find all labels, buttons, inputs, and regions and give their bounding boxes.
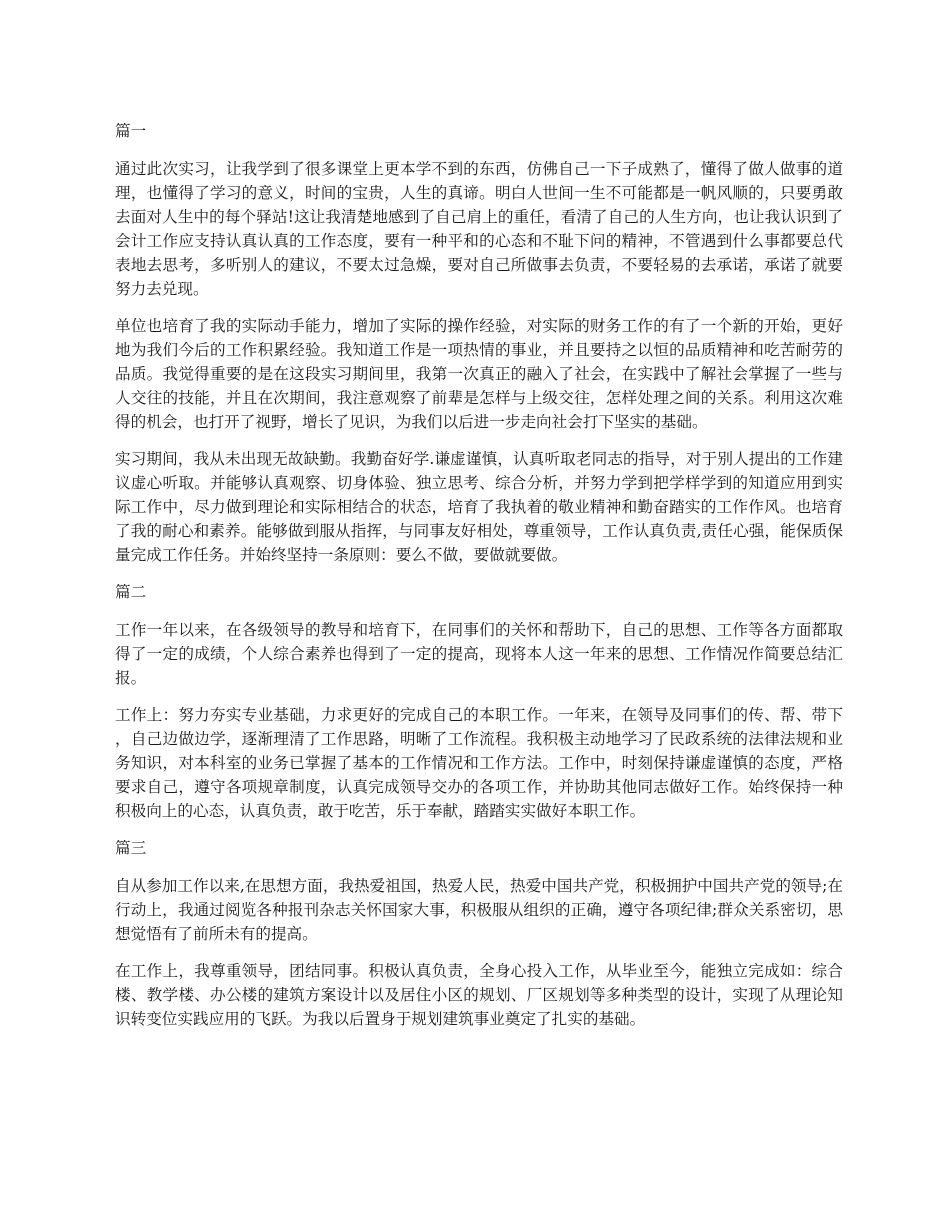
paragraph: 工作上：努力夯实专业基础，力求更好的完成自己的本职工作。一年来，在领导及同事们的传、帮、带下，自己边做边学，逐渐理清了工作思路，明晰了工作流程。我积极主动地学习了民政系统的法律法规和业务知识，对本科室的业务已掌握了基本的工作情况和工作方法。工作中，时刻保持谦虚谨慎的态度，严格要求自己，遵守各项规章制度，认真完成领导交办的各项工作，并协助其他同志做好工作。始终保持一种积极向上的心态，认真负责，敢于吃苦，乐于奉献，踏踏实实做好本职工作。 — [115, 706, 843, 820]
section-3 — [115, 836, 843, 1031]
document-page — [115, 119, 843, 1044]
paragraph: 工作一年以来，在各级领导的教导和培育下，在同事们的关怀和帮助下，自己的思想、工作等各方面都取得了一定的成绩，个人综合素养也得到了一定的提高，现将本人这一年来的思想、工作情况作简要总结汇报。 — [115, 621, 843, 687]
paragraph: 单位也培育了我的实际动手能力，增加了实际的操作经验，对实际的财务工作的有了一个新的开始，更好地为我们今后的工作积累经验。我知道工作是一项热情的事业，并且要持之以恒的品质精神和吃苦耐劳的品质。我觉得重要的是在这段实习期间里，我第一次真正的融入了社会，在实践中了解社会掌握了一些与人交往的技能，并且在次期间，我注意观察了前辈是怎样与上级交往，怎样处理之间的关系。利用这次难得的机会，也打开了视野，增长了见识，为我们以后进一步走向社会打下坚实的基础。 — [115, 317, 843, 431]
section-heading: 篇一 — [115, 122, 147, 140]
paragraph: 自从参加工作以来,在思想方面，我热爱祖国，热爱人民，热爱中国共产党，积极拥护中国共产党的领导;在行动上，我通过阅览各种报刊杂志关怀国家大事，积极服从组织的正确，遵守各项纪律;群众关系密切，思想觉悟有了前所未有的提高。 — [115, 877, 843, 943]
section-heading: 篇二 — [115, 583, 147, 601]
paragraph: 在工作上，我尊重领导，团结同事。积极认真负责，全身心投入工作，从毕业至今，能独立完成如：综合楼、教学楼、办公楼的建筑方案设计以及居住小区的规划、厂区规划等多种类型的设计，实现了从理论知识转变位实践应用的飞跃。为我以后置身于规划建筑事业奠定了扎实的基础。 — [115, 962, 843, 1028]
paragraph: 实习期间，我从未出现无故缺勤。我勤奋好学.谦虚谨慎，认真听取老同志的指导，对于别人提出的工作建议虚心听取。并能够认真观察、切身体验、独立思考、综合分析，并努力学到把学样学到的知道应用到实际工作中，尽力做到理论和实际相结合的状态，培育了我执着的敬业精神和勤奋踏实的工作作风。也培育了我的耐心和素养。能够做到服从指挥，与同事友好相处，尊重领导，工作认真负责,责任心强，能保质保量完成工作任务。并始终坚持一条原则：要么不做，要做就要做。 — [115, 450, 843, 564]
section-1 — [115, 119, 843, 567]
section-2 — [115, 580, 843, 823]
paragraph: 通过此次实习，让我学到了很多课堂上更本学不到的东西，仿佛自己一下子成熟了，懂得了做人做事的道理，也懂得了学习的意义，时间的宝贵，人生的真谛。明白人世间一生不可能都是一帆风顺的，只要勇敢去面对人生中的每个驿站!这让我清楚地感到了自己肩上的重任，看清了自己的人生方向，也让我认识到了会计工作应支持认真认真的工作态度，要有一种平和的心态和不耻下问的精神，不管遇到什么事都要总代表地去思考，多听别人的建议，不要太过急燥，要对自己所做事去负责，不要轻易的去承诺，承诺了就要努力去兑现。 — [115, 160, 843, 298]
section-heading: 篇三 — [115, 839, 147, 857]
